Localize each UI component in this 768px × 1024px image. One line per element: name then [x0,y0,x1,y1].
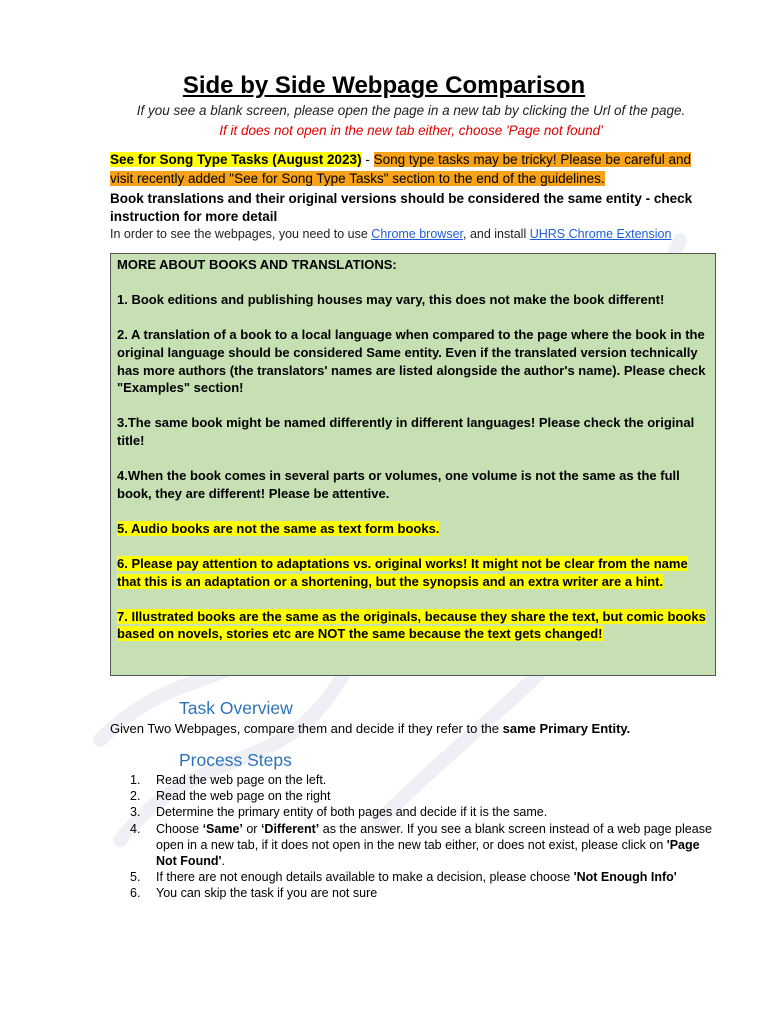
step-text: Determine the primary entity of both pages and decide if it is the same. [156,805,548,820]
page-not-found-instruction: If it does not open in the new tab either, choose 'Page not found' [219,123,603,138]
process-step [130,772,720,788]
books-rule-6: 6. Please pay attention to adaptations vs. original works! It might not be clear from the name that this is an adaptation or a shortening, but the synopsis and an extra writer are a hint. [117,556,688,589]
chrome-browser-link[interactable]: Chrome browser [371,227,463,241]
song-notice-separator: - [361,152,374,167]
step-number: 1. [130,773,141,787]
process-steps-heading: Process Steps [179,750,292,770]
blank-screen-instruction: If you see a blank screen, please open the page in a new tab by clicking the Url of the page. [136,103,686,118]
song-notice-label: See for Song Type Tasks (August 2023) [110,152,362,167]
page-not-found-option: 'Page Not Found' [156,837,700,869]
step-text-part: or [242,821,261,836]
step-number: 4. [130,821,141,836]
step-number: 3. [130,805,141,820]
task-overview-text [110,721,730,736]
step-number: 5. [130,870,141,885]
chrome-note-prefix: In order to see the webpages, you need to use [110,227,372,241]
step-text-part: . [221,854,225,869]
process-step [130,885,720,901]
page-title: Side by Side Webpage Comparison [182,72,586,99]
process-step [130,821,720,870]
books-rule-1: 1. Book editions and publishing houses may vary, this does not make the book different! [117,292,665,308]
books-rule-7: 7. Illustrated books are the same as the originals, because they share the text, but comic books based on novels, stories etc are NOT the same because the text gets changed! [117,608,706,642]
books-rule-4: 4.When the book comes in several parts or volumes, one volume is not the same as the full book, they are different! Please be attentive. [117,468,680,501]
step-text-part: Choose [156,821,203,836]
process-step [130,804,720,820]
task-overview-prefix: Given Two Webpages, compare them and decide if they refer to the [110,721,503,736]
books-rule-5: 5. Audio books are not the same as text form books. [117,520,440,536]
song-notice-text: Song type tasks may be tricky! Please be careful and visit recently added "See for Song Type Tasks" section to the end of the guidelines. [110,152,691,186]
books-rule-3: 3.The same book might be named differently in different languages! Please check the original title! [117,415,695,448]
books-translations-box [110,253,716,676]
book-translation-note: Book translations and their original versions should be considered the same entity - check instruction for more detail [110,191,693,224]
task-overview-heading: Task Overview [179,698,293,718]
books-rule-2: 2. A translation of a book to a local language when compared to the page where the book in the original language should be considered Same entity. Even if the translated version technically has more authors (the translators' names are listed alongside the author's name). Please check "Examples" section! [117,327,706,396]
step-text-part: as the answer. If you see a blank screen instead of a web page please open in a new tab, if it does not open in the new tab either, or does not exist, please click on [156,821,712,852]
books-box-heading: MORE ABOUT BOOKS AND TRANSLATIONS: [117,257,397,272]
step-text: You can skip the task if you are not sure [156,886,378,901]
uhrs-extension-link[interactable]: UHRS Chrome Extension [529,227,672,241]
task-overview-bold: same Primary Entity. [502,721,631,736]
step-number: 6. [130,886,141,901]
chrome-note-middle: , and install [463,227,530,241]
song-type-notice [110,150,710,188]
chrome-requirement-note [110,227,720,241]
process-steps-list [130,772,720,902]
step-text [156,870,677,884]
step-text: Read the web page on the left. [156,773,327,787]
step-text-part: If there are not enough details available to make a decision, please choose [156,870,574,885]
not-enough-info-option: 'Not Enough Info' [573,870,677,885]
same-option: ‘Same’ [202,821,243,836]
step-text: Read the web page on the right [156,789,331,804]
step-number: 2. [130,789,141,804]
process-step [130,788,720,804]
process-step [130,869,720,885]
step-text [156,822,712,868]
different-option: ‘Different’ [260,821,320,836]
